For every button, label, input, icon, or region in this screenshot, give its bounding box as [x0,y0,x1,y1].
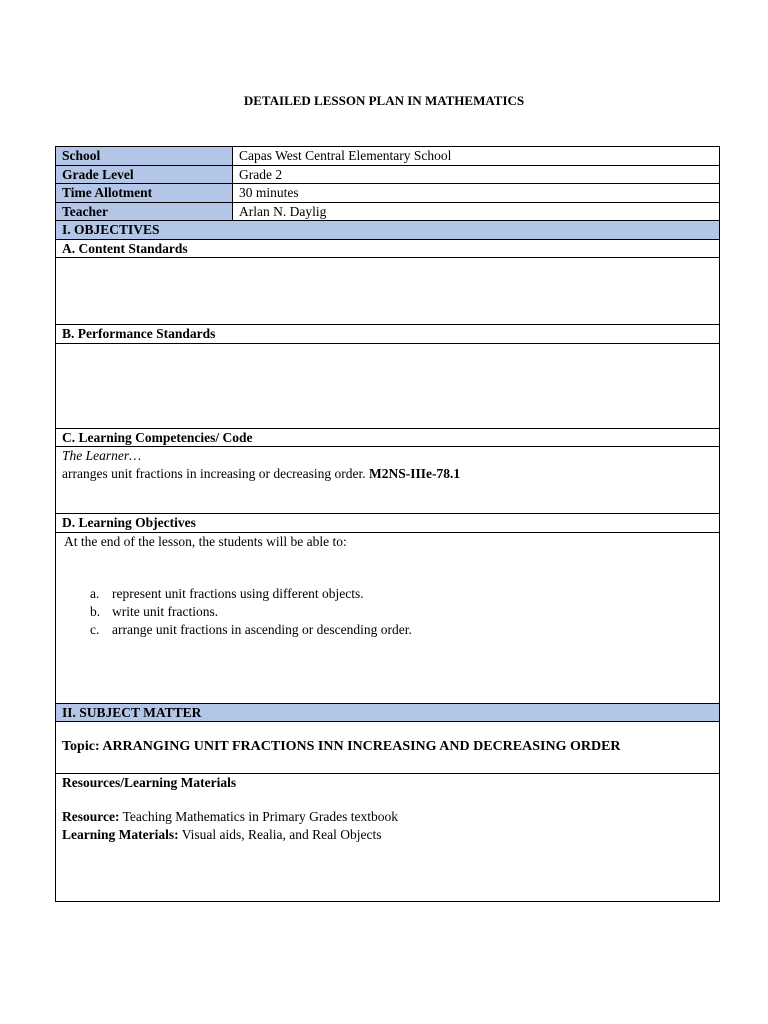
teacher-label: Teacher [56,203,233,221]
objectives-list [62,585,719,639]
objectives-heading: I. OBJECTIVES [56,221,719,240]
resources-body [56,774,719,901]
resource-value: Teaching Mathematics in Primary Grades textbook [119,809,398,824]
topic-text: Topic: ARRANGING UNIT FRACTIONS INN INCREASING AND DECREASING ORDER [62,739,621,754]
learning-objectives-body [56,533,719,704]
competency-line [62,465,719,483]
competency-text: arranges unit fractions in increasing or decreasing order. [62,465,370,481]
school-label: School [56,147,233,165]
list-item-text: write unit fractions. [112,604,219,619]
materials-line [62,826,719,844]
materials-label: Learning Materials: [62,826,179,842]
content-standards-body [56,258,719,325]
grade-level-label: Grade Level [56,166,233,184]
list-item-letter: c. [90,622,100,637]
resource-label: Resource: [62,809,120,824]
time-allotment-value: 30 minutes [239,185,299,200]
topic-row [56,722,719,774]
resource-line [62,808,719,826]
competencies-body [56,447,719,514]
list-item-text: represent unit fractions using different objects. [112,586,364,601]
content-standards-heading: A. Content Standards [56,240,719,259]
info-row-time-allotment [56,184,719,203]
materials-value: Visual aids, Realia, and Real Objects [178,826,382,842]
competencies-heading: C. Learning Competencies/ Code [56,429,719,448]
resources-heading: Resources/Learning Materials [62,775,237,790]
competency-code: M2NS-IIIe-78.1 [369,465,461,481]
info-row-teacher [56,203,719,222]
teacher-value: Arlan N. Daylig [239,203,327,219]
objectives-intro: At the end of the lesson, the students will be able to: [64,533,347,549]
performance-standards-heading: B. Performance Standards [56,325,719,344]
performance-standards-body [56,344,719,429]
lesson-plan-table [55,146,720,902]
list-item-letter: a. [90,586,100,601]
list-item-text: arrange unit fractions in ascending or descending order. [112,622,412,637]
list-item [62,603,719,621]
info-row-grade-level [56,166,719,185]
list-item-letter: b. [90,604,101,619]
learner-text: The Learner… [62,448,142,463]
list-item [62,585,719,603]
subject-matter-heading: II. SUBJECT MATTER [56,704,719,723]
learning-objectives-heading: D. Learning Objectives [56,514,719,533]
document-title: DETAILED LESSON PLAN IN MATHEMATICS [243,93,525,108]
grade-level-value: Grade 2 [239,166,283,182]
school-value: Capas West Central Elementary School [239,148,452,163]
time-allotment-label: Time Allotment [56,184,233,202]
list-item [62,621,719,639]
info-row-school [56,147,719,166]
